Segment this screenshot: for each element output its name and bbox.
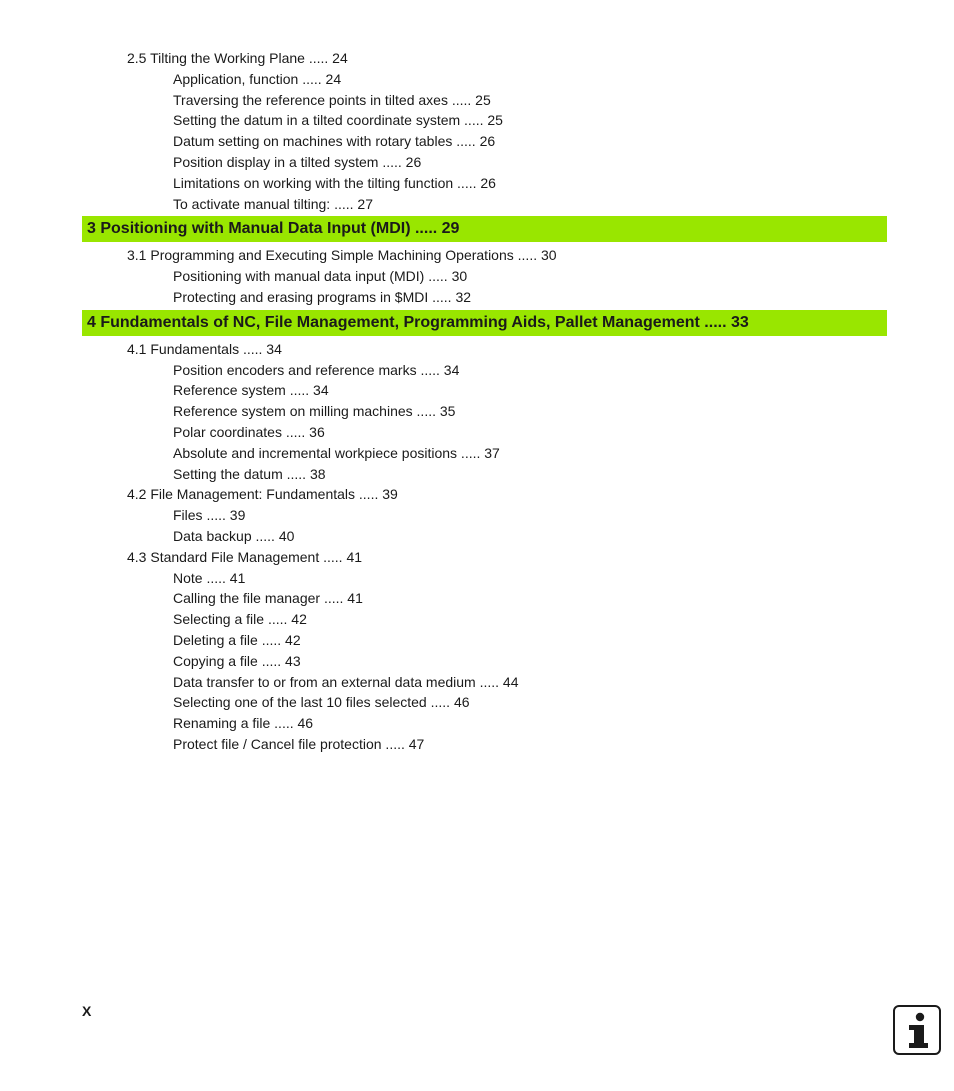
subsection-entry[interactable]: Setting the datum ..... 38 — [173, 465, 326, 482]
subsection-entry[interactable]: Protecting and erasing programs in $MDI ..... 32 — [173, 288, 472, 305]
subsection-entry[interactable]: Selecting one of the last 10 files selected ..... 46 — [173, 694, 470, 711]
subsection-entry[interactable]: Positioning with manual data input (MDI) ..... 30 — [173, 268, 468, 285]
subsection-entry[interactable]: Reference system ..... 34 — [173, 382, 329, 399]
chapter-heading[interactable]: 4 Fundamentals of NC, File Management, Programming Aids, Pallet Management ..... 33 — [82, 310, 887, 336]
subsection-entry[interactable]: Data backup ..... 40 — [173, 527, 295, 544]
subsection-entry[interactable]: Selecting a file ..... 42 — [173, 611, 307, 628]
subsection-entry[interactable]: Copying a file ..... 43 — [173, 652, 301, 669]
subsection-entry[interactable]: Absolute and incremental workpiece positions ..... 37 — [173, 444, 500, 461]
section-entry[interactable]: 4.2 File Management: Fundamentals ..... 39 — [127, 486, 398, 503]
section-entry[interactable]: 4.3 Standard File Management ..... 41 — [127, 548, 363, 565]
info-icon — [893, 1005, 941, 1055]
subsection-entry[interactable]: Polar coordinates ..... 36 — [173, 423, 325, 440]
subsection-entry[interactable]: Deleting a file ..... 42 — [173, 631, 301, 648]
subsection-entry[interactable]: Reference system on milling machines ..... 35 — [173, 403, 456, 420]
section-entry[interactable]: 2.5 Tilting the Working Plane ..... 24 — [127, 50, 348, 66]
subsection-entry[interactable]: Data transfer to or from an external data medium ..... 44 — [173, 673, 519, 690]
subsection-entry[interactable]: Setting the datum in a tilted coordinate system ..... 25 — [173, 112, 503, 129]
page-number: X — [82, 1003, 92, 1019]
subsection-entry[interactable]: Renaming a file ..... 46 — [173, 715, 314, 732]
subsection-entry[interactable]: Position encoders and reference marks ..... 34 — [173, 361, 460, 378]
subsection-entry[interactable]: Traversing the reference points in tilted axes ..... 25 — [173, 91, 491, 108]
section-entry[interactable]: 3.1 Programming and Executing Simple Machining Operations ..... 30 — [127, 247, 557, 264]
subsection-entry[interactable]: Limitations on working with the tilting function ..... 26 — [173, 174, 496, 191]
subsection-entry[interactable]: Note ..... 41 — [173, 569, 246, 586]
subsection-entry[interactable]: Calling the file manager ..... 41 — [173, 590, 363, 607]
subsection-entry[interactable]: To activate manual tilting: ..... 27 — [173, 195, 373, 212]
subsection-entry[interactable]: Files ..... 39 — [173, 507, 246, 524]
subsection-entry[interactable]: Position display in a tilted system ..... 26 — [173, 153, 422, 170]
subsection-entry[interactable]: Application, function ..... 24 — [173, 70, 342, 87]
subsection-entry[interactable]: Protect file / Cancel file protection ..... 47 — [173, 735, 425, 752]
subsection-entry[interactable]: Datum setting on machines with rotary tables ..... 26 — [173, 133, 496, 150]
table-of-contents — [0, 48, 954, 755]
chapter-heading[interactable]: 3 Positioning with Manual Data Input (MDI) ..... 29 — [82, 216, 887, 242]
section-entry[interactable]: 4.1 Fundamentals ..... 34 — [127, 340, 282, 357]
